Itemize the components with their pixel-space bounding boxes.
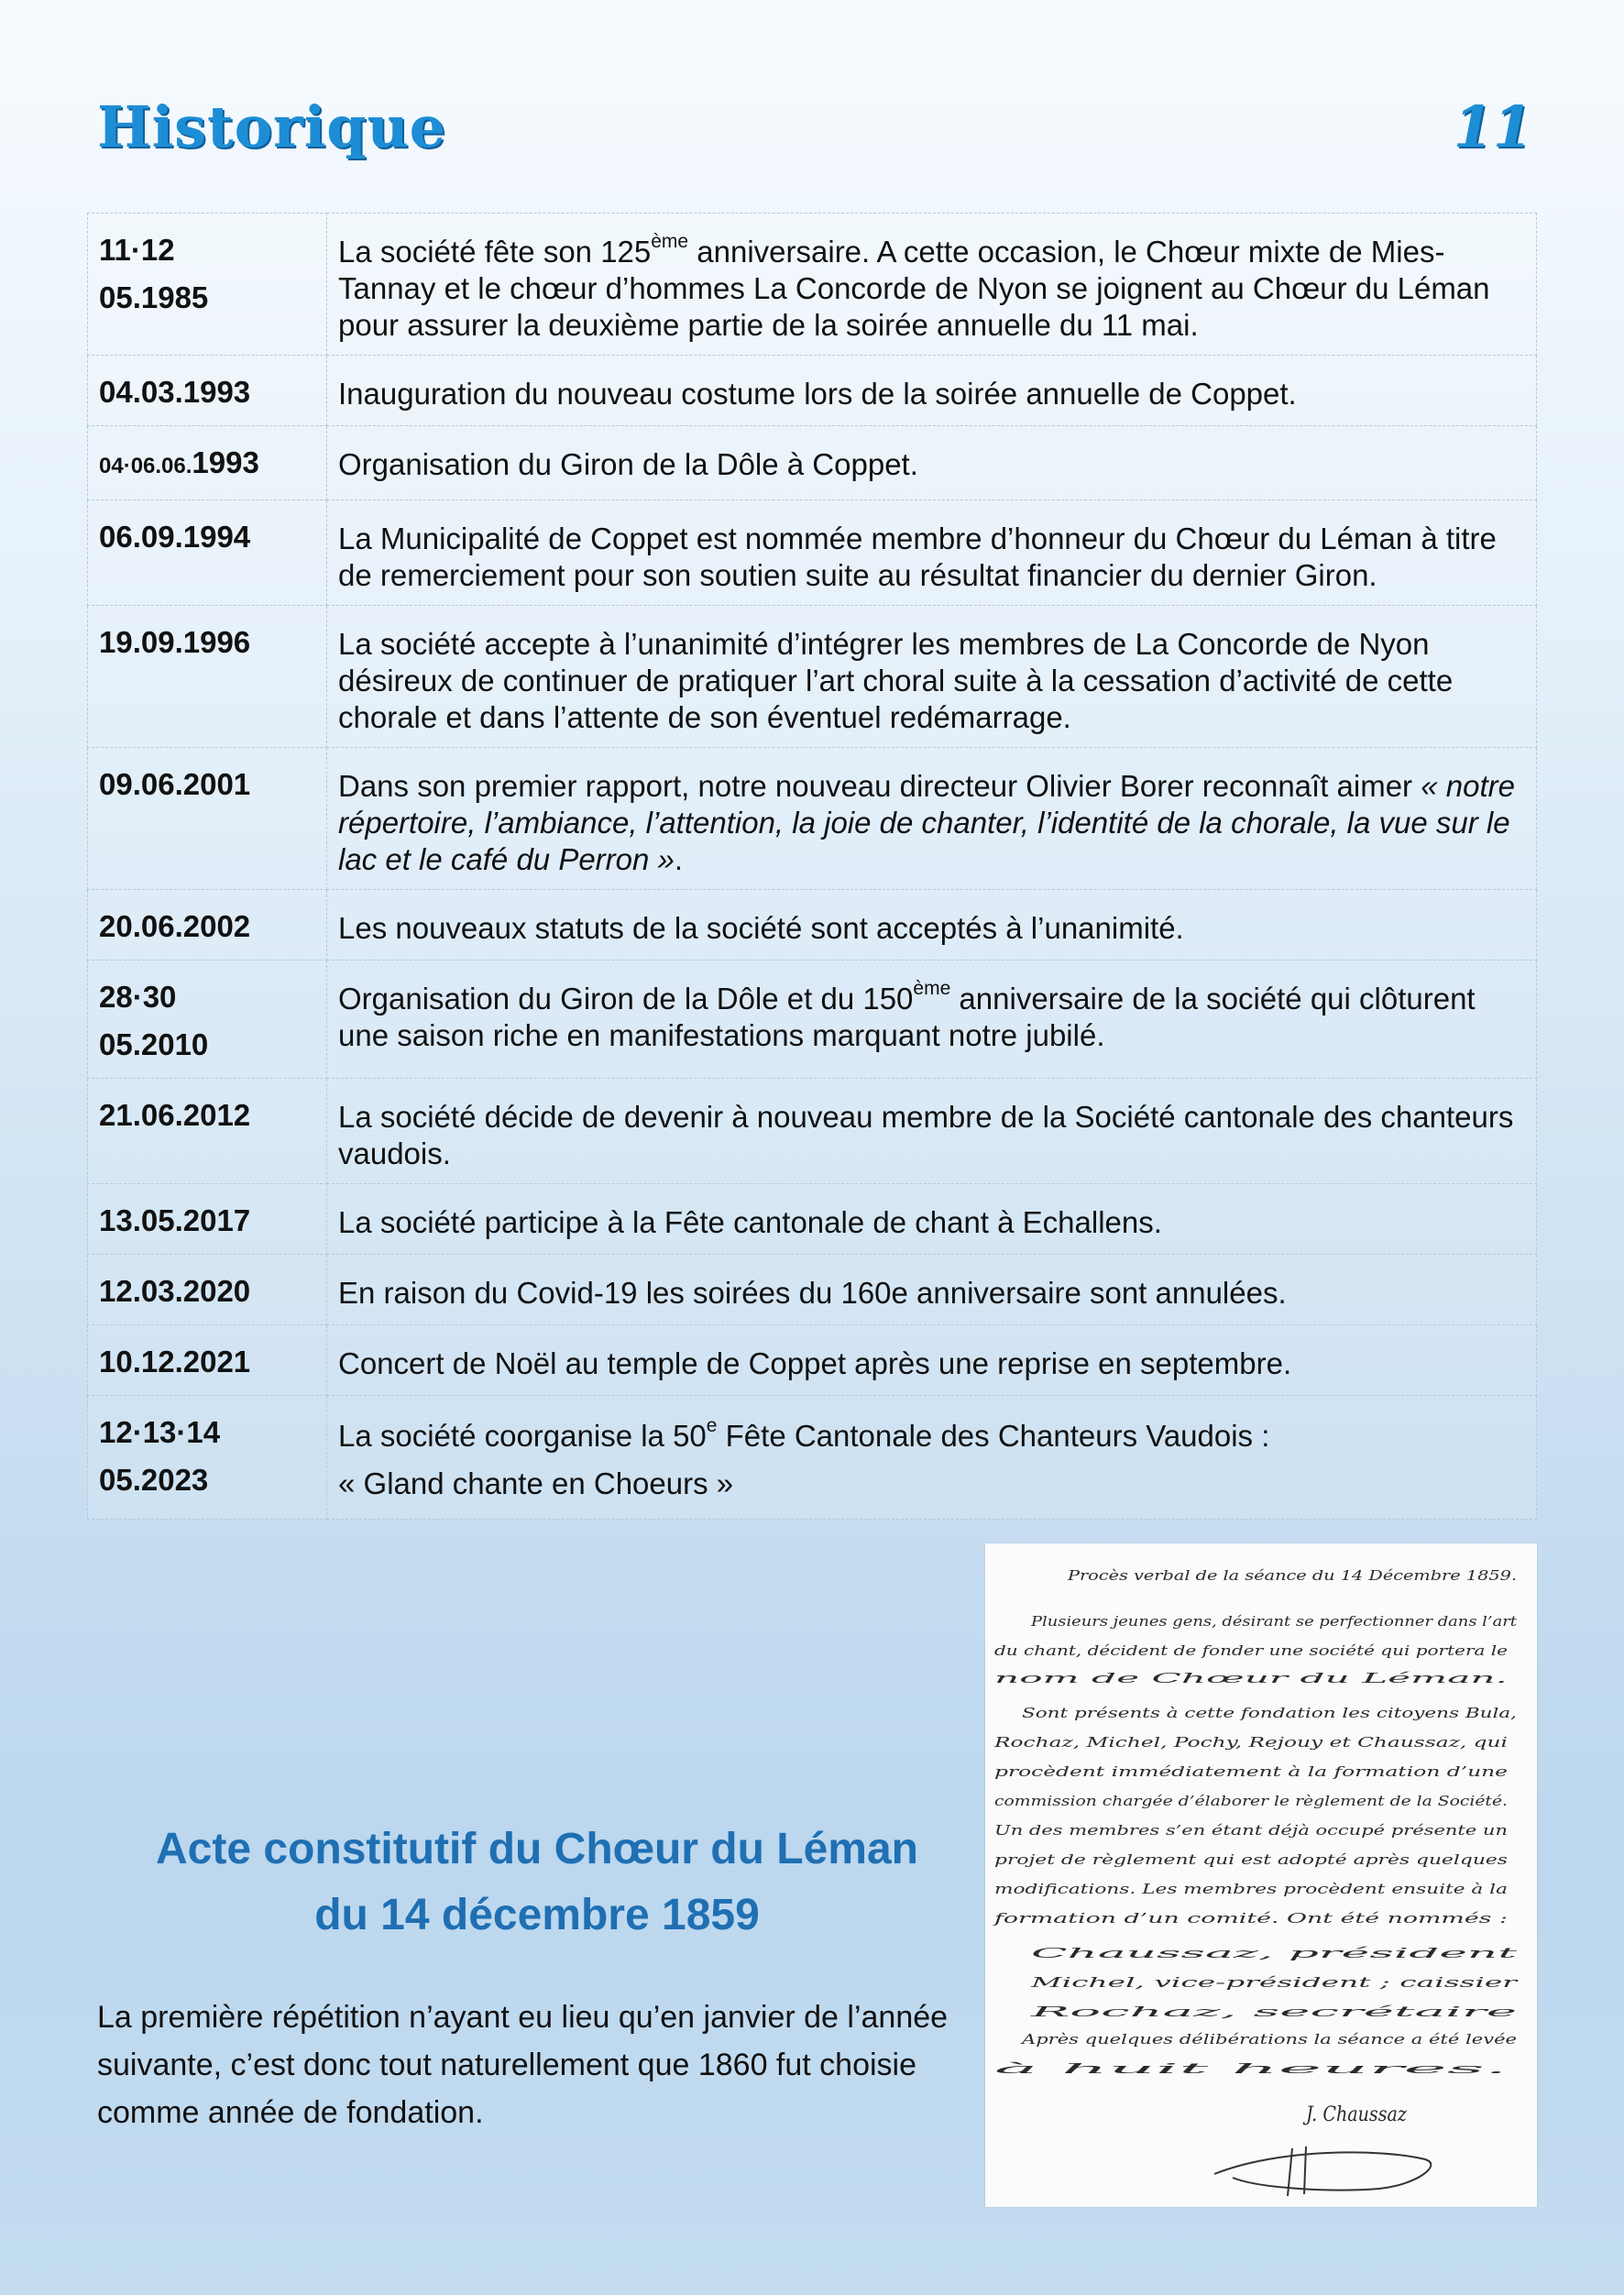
manuscript-line: modifications. Les membres procèdent ensuite à la [994, 1881, 1508, 1897]
entry-text: En raison du Covid-19 les soirées du 160e anniversaire sont annulées. [327, 1255, 1537, 1325]
founding-act-title: Acte constitutif du Chœur du Léman du 14 décembre 1859 [156, 1825, 918, 1939]
manuscript-line: Procès verbal de la séance du 14 Décembre 1859. [1066, 1567, 1517, 1584]
entry-text: La Municipalité de Coppet est nommée membre d’honneur du Chœur du Léman à titre de remerciement pour son soutien suite au résultat financier du dernier Giron. [327, 500, 1537, 606]
entry-date: 19.09.1996 [88, 606, 327, 748]
manuscript-line: Rochaz, secrétaire [1027, 2004, 1518, 2020]
entry-date: 11·12 05.1985 [88, 214, 327, 356]
page-header [97, 93, 1532, 176]
manuscript-line: Michel, vice-président ; caissier [1028, 1974, 1519, 1991]
table-row [88, 500, 1537, 606]
manuscript-line: J. Chaussaz [1302, 2103, 1408, 2126]
manuscript-line: commission chargée d’élaborer le règlement de la Société. [994, 1793, 1508, 1809]
manuscript-line: du chant, décident de fonder une société qui portera le [994, 1642, 1509, 1659]
table-row [88, 1255, 1537, 1325]
manuscript-line: procèdent immédiatement à la formation d’une [994, 1763, 1509, 1780]
table-row [88, 1325, 1537, 1396]
history-timeline-table [87, 213, 1537, 1520]
entry-date: 06.09.1994 [88, 500, 327, 606]
entry-text: La société accepte à l’unanimité d’intégrer les membres de La Concorde de Nyon désireux de continuer de pratiquer l’art choral suite à la cessation d’activité de cette chorale et dans l’attente de son éventuel redémarrage. [327, 606, 1537, 748]
manuscript-line: Un des membres s’en étant déjà occupé présente un [994, 1822, 1508, 1839]
table-row [88, 426, 1537, 500]
entry-date: 12.03.2020 [88, 1255, 327, 1325]
manuscript-line: Après quelques délibérations la séance a été levée [1019, 2031, 1518, 2048]
entry-text: Organisation du Giron de la Dôle à Coppet. [327, 426, 1537, 500]
manuscript-line: nom de Chœur du Léman. [994, 1670, 1508, 1686]
entry-text: La société décide de devenir à nouveau membre de la Société cantonale des chanteurs vaudois. [327, 1079, 1537, 1184]
table-row [88, 1396, 1537, 1520]
table-row [88, 1079, 1537, 1184]
entry-text: Organisation du Giron de la Dôle et du 150ème anniversaire de la société qui clôturent une saison riche en manifestations marquant notre jubilé. [327, 961, 1537, 1079]
manuscript-line: à huit heures. [994, 2060, 1508, 2077]
director-quote: « notre répertoire, l’ambiance, l’attention, la joie de chanter, l’identité de la chorale, la vue sur le lac et le café du Perron » [338, 769, 1515, 876]
table-row [88, 890, 1537, 961]
manuscript-line: formation d’un comité. Ont été nommés : [993, 1910, 1508, 1927]
manuscript-line: Sont présents à cette fondation les citoyens Bula, [1022, 1705, 1517, 1721]
table-row [88, 214, 1537, 356]
entry-date: 09.06.2001 [88, 748, 327, 890]
entry-date: 20.06.2002 [88, 890, 327, 961]
founding-act-text: La première répétition n’ayant eu lieu qu’en janvier de l’année suivante, c’est donc tout naturellement que 1860 fut choisie comme année de fondation. [97, 2000, 949, 2130]
page-title: Historique [97, 93, 447, 160]
page-number: 11 [1453, 93, 1532, 160]
table-row [88, 961, 1537, 1079]
table-row [88, 748, 1537, 890]
founding-act-manuscript-image [985, 1543, 1537, 2207]
entry-text: Inauguration du nouveau costume lors de la soirée annuelle de Coppet. [327, 356, 1537, 426]
manuscript-line: Plusieurs jeunes gens, désirant se perfectionner dans l’art [1029, 1613, 1519, 1630]
entry-text: Les nouveaux statuts de la société sont acceptés à l’unanimité. [327, 890, 1537, 961]
entry-text: La société fête son 125ème anniversaire. A cette occasion, le Chœur mixte de Mies-Tannay et le chœur d’hommes La Concorde de Nyon se joignent au Chœur du Léman pour assurer la deuxième partie de la soirée annuelle du 11 mai. [327, 214, 1537, 356]
table-row [88, 356, 1537, 426]
entry-text: Concert de Noël au temple de Coppet après une reprise en septembre. [327, 1325, 1537, 1396]
entry-text: Dans son premier rapport, notre nouveau directeur Olivier Borer reconnaît aimer « notre répertoire, l’ambiance, l’attention, la joie de chanter, l’identité de la chorale, la vue sur le lac et le café du Perron ». [327, 748, 1537, 890]
entry-text: La société participe à la Fête cantonale de chant à Echallens. [327, 1184, 1537, 1255]
manuscript-line: Chaussaz, président [1031, 1945, 1520, 1961]
entry-date: 12·13·14 05.2023 [88, 1396, 327, 1520]
manuscript-line: Rochaz, Michel, Pochy, Rejouy et Chaussaz, qui [993, 1734, 1509, 1751]
entry-date: 28·30 05.2010 [88, 961, 327, 1079]
entry-date: 13.05.2017 [88, 1184, 327, 1255]
entry-date: 21.06.2012 [88, 1079, 327, 1184]
entry-text: La société coorganise la 50e Fête Cantonale des Chanteurs Vaudois : « Gland chante en Choeurs » [327, 1396, 1537, 1520]
manuscript-line: projet de règlement qui est adopté après quelques [994, 1851, 1509, 1868]
entry-date: 10.12.2021 [88, 1325, 327, 1396]
entry-date: 04·06.06.1993 [88, 426, 327, 500]
table-row [88, 1184, 1537, 1255]
entry-date: 04.03.1993 [88, 356, 327, 426]
table-row [88, 606, 1537, 748]
